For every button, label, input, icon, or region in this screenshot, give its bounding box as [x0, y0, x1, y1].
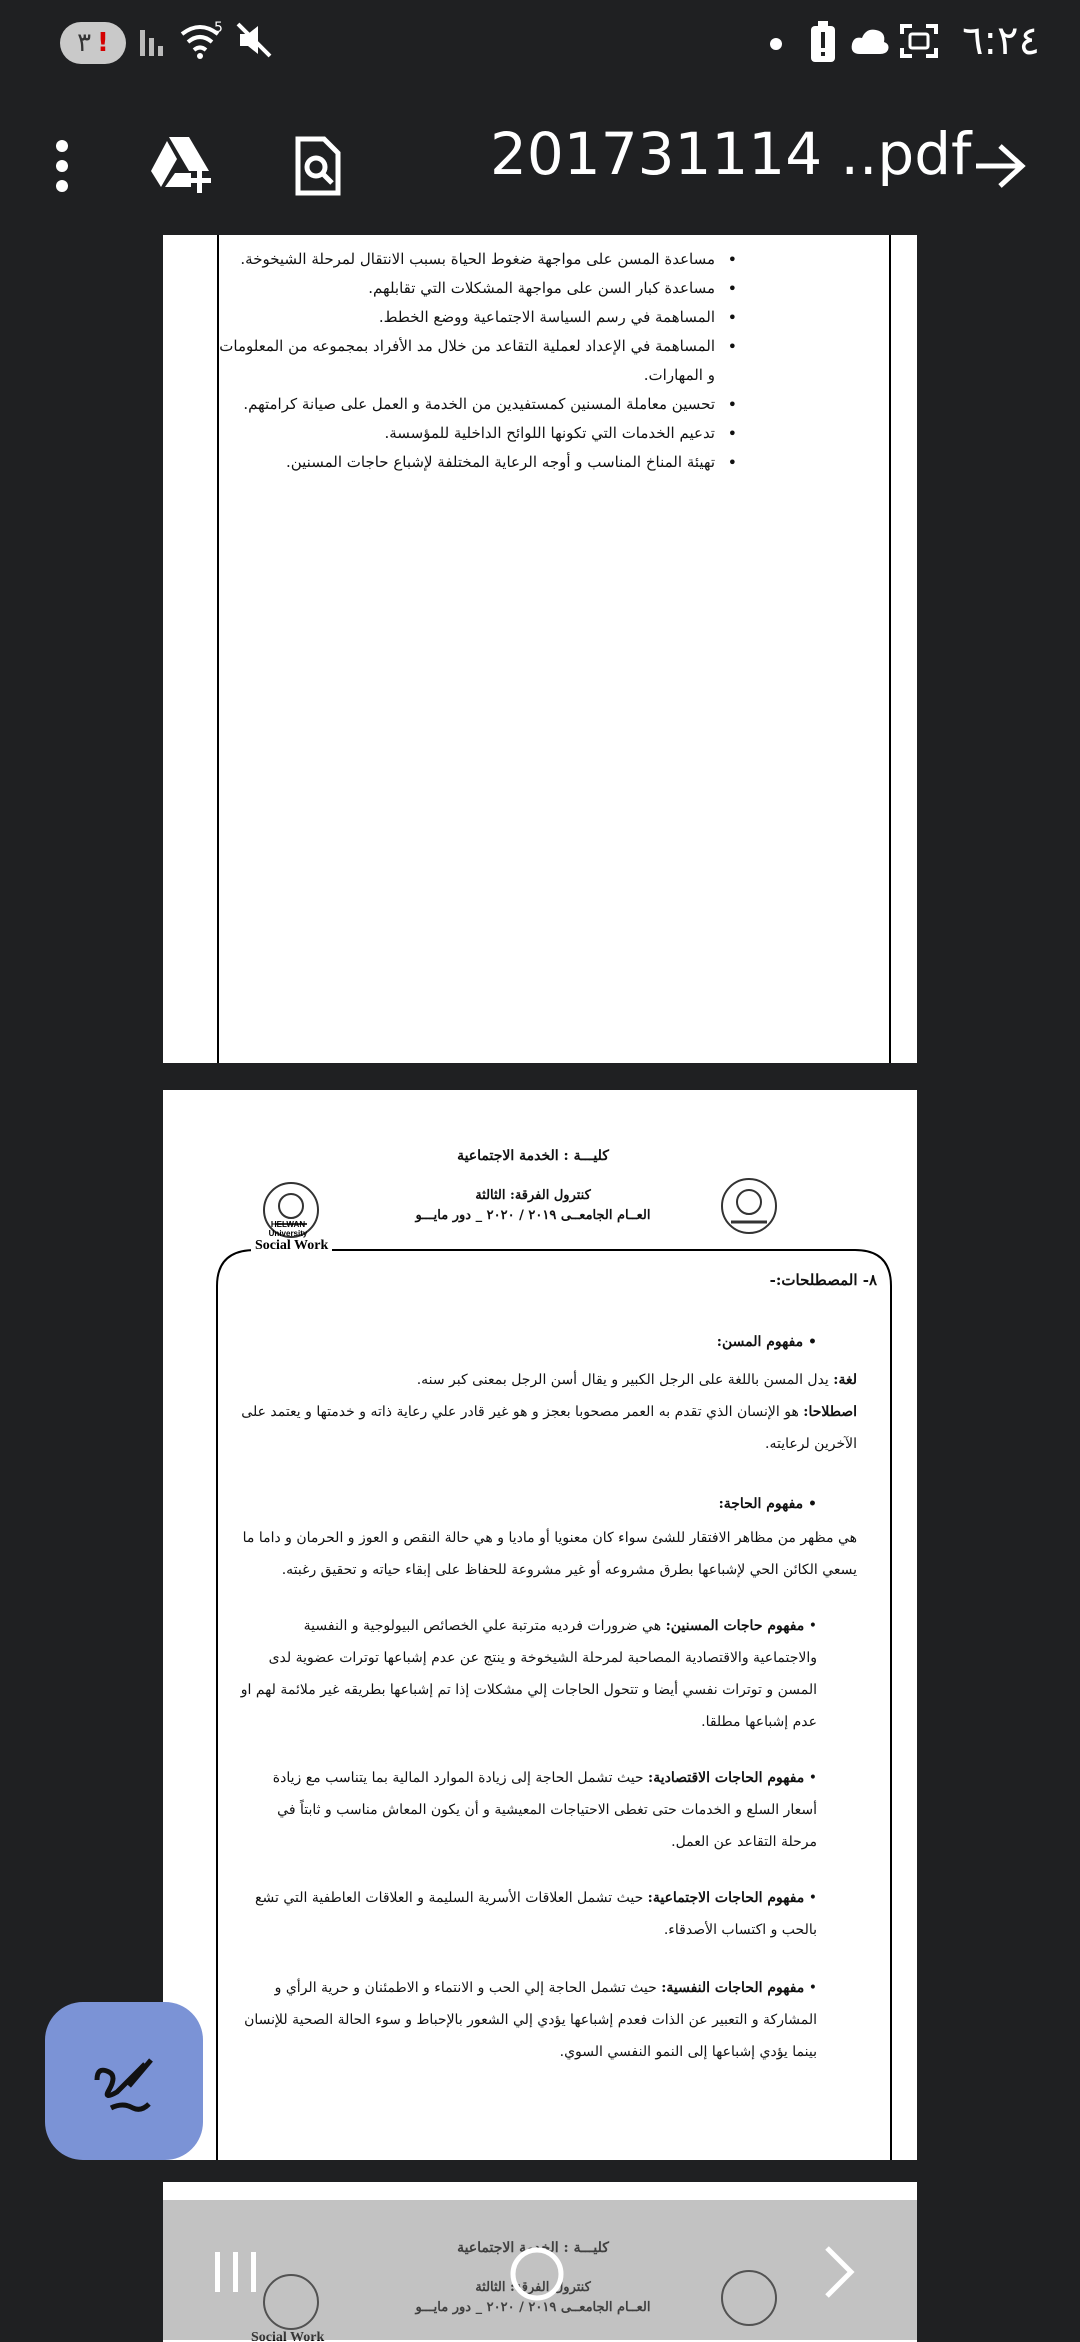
search-doc-icon — [292, 135, 344, 197]
lang-definition — [217, 1364, 857, 1396]
term-text: هو الإنسان الذي تقدم به العمر مصحوبا بعجز و هو غير قادر علي رعاية ذاته و خدمتها و يعتمد على الآخرين لرعايته. — [241, 1404, 857, 1452]
social-work-label: Social Work — [251, 1238, 332, 1254]
psych-label: مفهوم الحاجات النفسية: — [661, 1980, 805, 1996]
notification-badge — [60, 22, 126, 64]
status-time: ٦:٢٤ — [962, 18, 1040, 64]
lang-label: لغة: — [833, 1372, 857, 1388]
term-label: اصطلاحا: — [803, 1404, 857, 1420]
recents-icon[interactable] — [213, 2250, 261, 2294]
badge-alert: ! — [97, 28, 109, 58]
psych-text: حيث تشمل الحاجة إلي الحب و الانتماء و الاطمئنان و حرية الرأي و المشاركة و التعبير عن الذات فعدم إشباعها يؤدي إلي الشعور بالإحباط و سوء الحالة الصحية للإنسان بينما يؤدي إشباعها إلى النمو النفسي السوي. — [244, 1980, 817, 2060]
page-frame-right-line — [889, 235, 891, 1063]
header-control: كنترول الفرقة: الثالثة — [475, 2280, 591, 2295]
social-needs-definition: • مفهوم الحاجات الاجتماعية: حيث تشمل العلاقات الأسرية السليمة و العلاقات العاطفية التي تشع بالحب و اكتساب الأصدقاء. — [255, 1890, 817, 1938]
header-faculty: كليـــة : الخدمة الاجتماعية — [457, 1148, 609, 1164]
mute-icon — [234, 20, 274, 60]
add-to-drive-button[interactable] — [142, 126, 222, 206]
signal-icon — [138, 20, 170, 60]
pdf-page-1[interactable] — [163, 235, 917, 1063]
concept-elderly-heading: • مفهوم المسن: — [716, 1334, 817, 1350]
list-item: • تحسين معاملة المسنين كمستفيدين من الخدمة و العمل على صيانة كرامتهم. — [217, 390, 737, 419]
more-options-button[interactable] — [22, 126, 102, 206]
battery-alert-icon — [808, 20, 838, 64]
elderly-needs-definition: • مفهوم حاجات المسنين: هي ضرورات فرديه مترتبة علي الخصائص البيولوجية و النفسية والاجتماعية والاقتصادية المصاحبة لمرحلة الشيخوخة و ينتج عن عدم إشباعها توترات عضوية لدى المسن و توترات نفسي أيضا و تتحول الحاجات إلي مشكلات إذا تم إشباعها بطريقه غير ملائمة لهم او عدم إشباعها مطلقا. — [240, 1618, 817, 1730]
back-icon[interactable] — [819, 2244, 859, 2300]
header-year: العــام الجامعــى ٢٠١٩ / ٢٠٢٠ _ دور مايـــو — [415, 2300, 651, 2315]
elderly-needs-label: مفهوم حاجات المسنين: — [665, 1618, 805, 1634]
page-margin — [890, 235, 917, 1063]
social-text: حيث تشمل العلاقات الأسرية السليمة و العلاقات العاطفية التي تشع بالحب و اكتساب الأصدقاء. — [255, 1890, 817, 1938]
pdf-page-2[interactable] — [163, 1090, 917, 2160]
drive-add-icon — [147, 135, 217, 197]
list-item: • تدعيم الخدمات التي تكونها اللوائح الداخلية للمؤسسة. — [217, 419, 737, 448]
need-text: هي مظهر من مظاهر الافتقار للشئ سواء كان معنويا أو ماديا و هي حالة النقص و العوز و الحرمان و داما ما يسعي الكائن الحي لإشباعها بطرق مشروعه أو غير مشروعة للحفاظ على إبقاء حياته و تحقيق رغبته. — [242, 1530, 857, 1578]
concept-need-label: مفهوم الحاجة: — [718, 1496, 804, 1512]
social-work-label: Social Work — [251, 2330, 325, 2342]
screenshot-icon — [898, 20, 940, 62]
wifi-band-label: 5 — [214, 20, 223, 36]
status-bar — [0, 0, 1080, 90]
concept-elderly-label: مفهوم المسن: — [716, 1334, 804, 1350]
next-arrow-button[interactable] — [960, 126, 1040, 206]
economic-text: حيث تشمل الحاجة إلى زيادة الموارد المالية بما يتناسب مع زيادة أسعار السلع و الخدمات حتى تغطى الاحتياجات المعيشية و أن يكون المعاش مناسب و ثابتاً في مرحلة التقاعد عن العمل. — [272, 1770, 817, 1850]
navigation-bar — [163, 2200, 917, 2340]
list-item: • المساهمة في الإعداد لعملية التقاعد من خلال مد الأفراد بمجموعه من المعلومات و المهارات. — [217, 332, 737, 390]
list-item: • مساعدة المسن على مواجهة ضغوط الحياة بسبب الانتقال لمرحلة الشيخوخة. — [217, 245, 737, 274]
document-title[interactable]: 201731114 ..pdf — [490, 120, 972, 188]
economic-label: مفهوم الحاجات الاقتصادية: — [648, 1770, 805, 1786]
dot-icon — [768, 36, 784, 52]
header-faculty: كليـــة : الخدمة الاجتماعية — [457, 2240, 609, 2256]
header-year: العــام الجامعــى ٢٠١٩ / ٢٠٢٠ _ دور مايـــو — [415, 1208, 651, 1223]
list-item: • المساهمة في رسم السياسة الاجتماعية ووضع الخطط. — [217, 303, 737, 332]
pen-icon — [89, 2046, 159, 2116]
header-control: كنترول الفرقة: الثالثة — [475, 1188, 591, 1203]
economic-needs-definition: • مفهوم الحاجات الاقتصادية: حيث تشمل الحاجة إلى زيادة الموارد المالية بما يتناسب مع زيادة أسعار السلع و الخدمات حتى تغطى الاحتياجات المعيشية و أن يكون المعاش مناسب و ثابتاً في مرحلة التقاعد عن العمل. — [272, 1770, 817, 1850]
psych-needs-definition: • مفهوم الحاجات النفسية: حيث تشمل الحاجة إلي الحب و الانتماء و الاطمئنان و حرية الرأي و المشاركة و التعبير عن الذات فعدم إشباعها يؤدي إلي الشعور بالإحباط و سوء الحالة الصحية للإنسان بينما يؤدي إشباعها إلى النمو النفسي السوي. — [244, 1980, 817, 2060]
arrow-forward-icon — [972, 141, 1028, 191]
more-vert-icon — [52, 138, 72, 194]
wifi-icon — [178, 20, 226, 64]
lang-text: يدل المسن باللغة على الرجل الكبير و يقال أسن الرجل بمعنى كبر سنه. — [416, 1372, 829, 1388]
elderly-needs-text: هي ضرورات فرديه مترتبة علي الخصائص البيولوجية و النفسية والاجتماعية والاقتصادية المصاحبة لمرحلة الشيخوخة و ينتج عن عدم إشباعها توترات عضوية لدى المسن و توترات نفسي أيضا و تتحول الحاجات إلي مشكلات إذا تم إشباعها بطريقه غير ملائمة لهم او عدم إشباعها مطلقا. — [240, 1618, 817, 1730]
helwan-label: HELWAN University — [268, 1220, 308, 1238]
list-item: • مساعدة كبار السن على مواجهة المشكلات التي تقابلهم. — [217, 274, 737, 303]
list-item: • تهيئة المناخ المناسب و أوجه الرعاية المختلفة لإشباع حاجات المسنين. — [217, 448, 737, 477]
term-definition — [217, 1396, 857, 1460]
badge-count: ٣ — [77, 28, 92, 58]
section-title: ٨- المصطلحات:- — [769, 1271, 877, 1289]
objectives-list — [217, 245, 737, 477]
home-icon[interactable] — [507, 2244, 567, 2304]
concept-need-heading: • مفهوم الحاجة: — [718, 1496, 817, 1512]
annotate-button[interactable] — [45, 2002, 203, 2160]
app-bar — [0, 90, 1080, 240]
cloud-icon — [850, 26, 890, 58]
faculty-logo — [721, 1178, 777, 1234]
social-label: مفهوم الحاجات الاجتماعية: — [647, 1890, 805, 1906]
find-in-document-button[interactable] — [278, 126, 358, 206]
